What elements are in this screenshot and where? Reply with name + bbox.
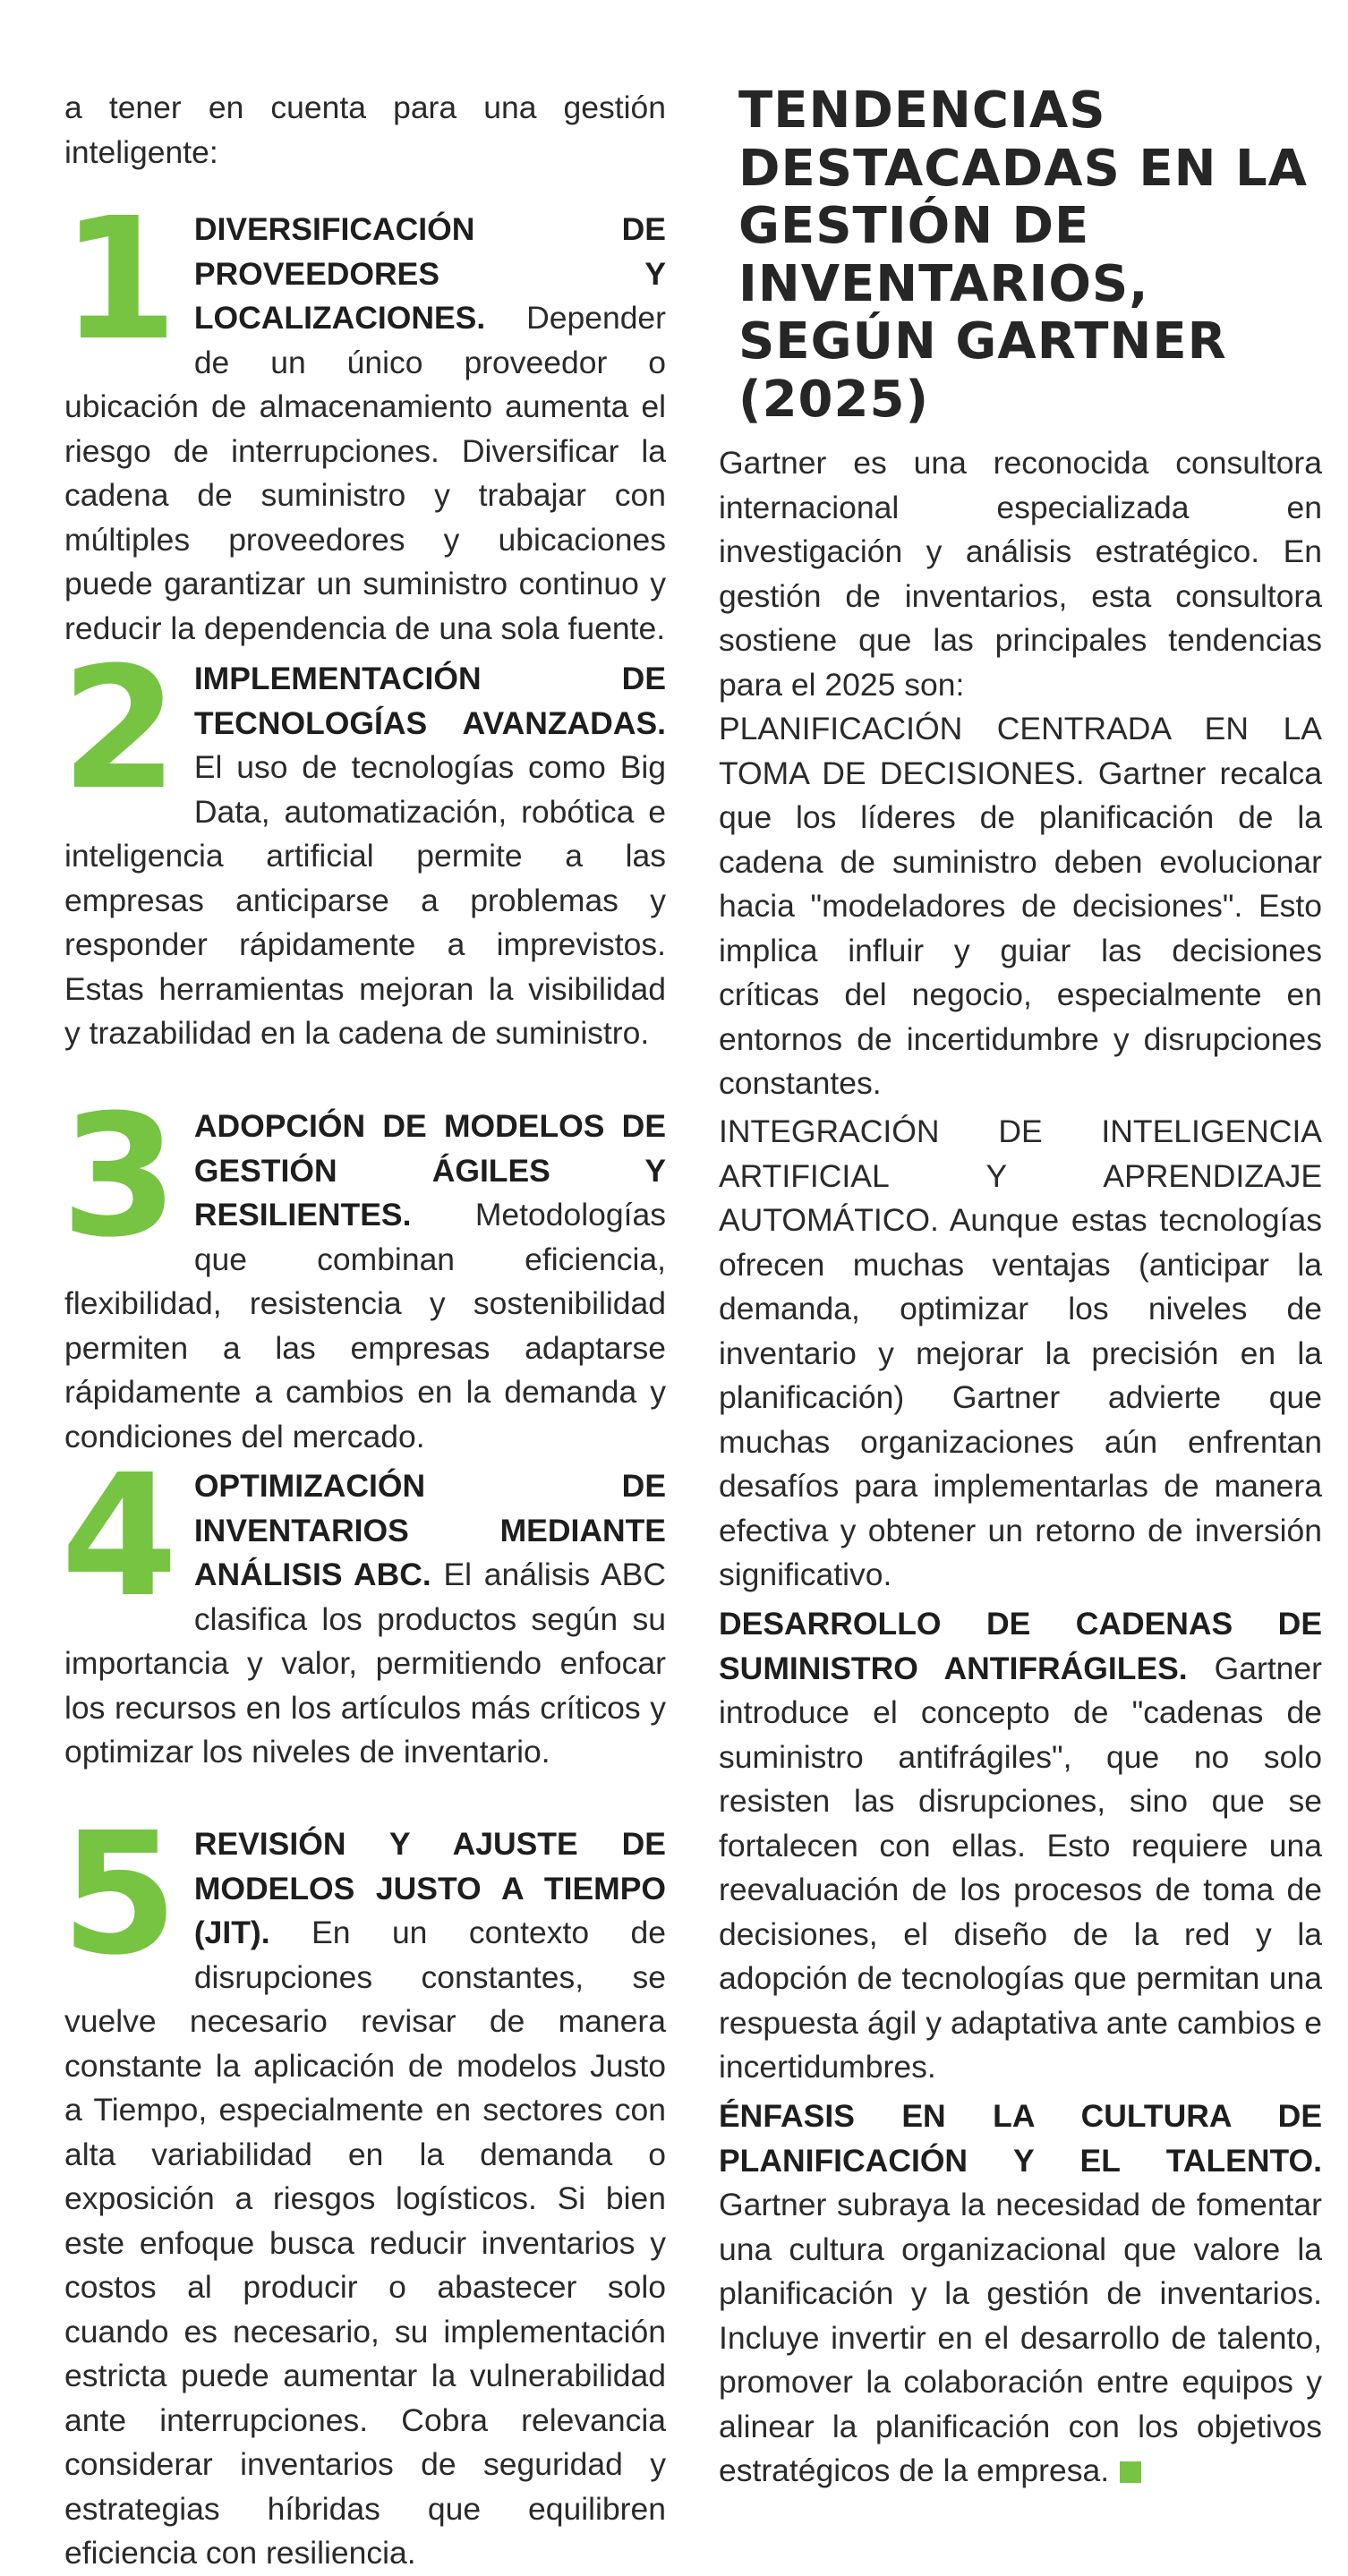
list-item [61, 1438, 666, 1775]
list-item [61, 1796, 666, 2576]
item-number: 3 [61, 1079, 178, 1275]
list-item [61, 631, 666, 1056]
trend-text [719, 2094, 1322, 2494]
trend-heading: INTEGRACIÓN DE INTELIGENCIA ARTIFICIAL Y APRENDIZAJE AUTOMÁTICO. [719, 1113, 1322, 1238]
item-body: Metodologías que combinan eficiencia, flexibilidad, resistencia y sostenibilidad permiten a las empresas adaptarse rápidamente a cambios en la demanda y condiciones del mercado. [64, 1197, 666, 1454]
item-body: Depender de un único proveedor o ubicación de almacenamiento aumenta el riesgo de interrupciones. Diversificar la cadena de suministro y trabajar con múltiples proveedores y ubicaciones puede garantizar un suministro continuo y reducir la dependencia de una sola fuente. [64, 300, 666, 646]
item-number: 1 [61, 182, 178, 378]
trend-body: Aunque estas tecnologías ofrecen muchas ventajas (anticipar la demanda, optimizar los niveles de inventario y mejorar la precisión en la planificación) Gartner advierte que muchas organizaciones aún enfrentan desafíos para implementarlas de manera efectiva y obtener un retorno de inversión significativo. [719, 1202, 1323, 1592]
item-heading: DIVERSIFICACIÓN DE PROVEEDORES Y LOCALIZACIONES. [193, 211, 666, 336]
trend-body: Gartner introduce el concepto de "cadenas de suministro antifrágiles", que no solo resisten las disrupciones, sino que se fortalecen con ellas. Esto requiere una reevaluación de los procesos de toma de decisiones, el diseño de la red y la adopción de tecnologías que permitan una respuesta ágil y adaptativa ante cambios e incertidumbres. [719, 1650, 1322, 2085]
item-heading: REVISIÓN Y AJUSTE DE MODELOS JUSTO A TIEMPO (JIT). [193, 1826, 666, 1950]
trend-heading: ÉNFASIS EN LA CULTURA DE PLANIFICACIÓN Y EL TALENTO. [719, 2098, 1322, 2179]
trend-block [719, 707, 1322, 1106]
end-square-icon [1120, 2461, 1141, 2483]
item-body: El análisis ABC clasifica los productos según su importancia y valor, permitiendo enfocar los recursos en los artículos más críticos y optimizar los niveles de inventario. [64, 1557, 666, 1770]
trend-text [719, 1602, 1322, 2090]
section-title: TENDENCIAS DESTACADAS EN LA GESTIÓN DE INVENTARIOS, SEGÚN GARTNER (2025) [738, 81, 1308, 429]
trend-text [719, 1110, 1322, 1598]
item-heading: OPTIMIZACIÓN DE INVENTARIOS MEDIANTE ANÁLISIS ABC. [193, 1468, 666, 1592]
trend-body: Gartner recalca que los líderes de planificación de la cadena de suministro deben evolucionar hacia "modeladores de decisiones". Esto implica influir y guiar las decisiones críticas del negocio, especialmente en entornos de incertidumbre y disrupciones constantes. [719, 755, 1322, 1101]
item-number: 5 [61, 1796, 178, 1992]
list-item [61, 1079, 666, 1459]
item-number: 2 [61, 631, 178, 827]
trend-heading: DESARROLLO DE CADENAS DE SUMINISTRO ANTIFRÁGILES. [719, 1606, 1322, 1686]
trend-body: Gartner subraya la necesidad de fomentar una cultura organizacional que valore la planificación y la gestión de inventarios. Incluye invertir en el desarrollo de talento, promover la colaboración entre equipos y alinear la planificación con los objetivos estratégicos de la empresa. [719, 2187, 1322, 2488]
item-heading: ADOPCIÓN DE MODELOS DE GESTIÓN ÁGILES Y RESILIENTES. [193, 1108, 666, 1233]
right-intro-paragraph: Gartner es una reconocida consultora internacional especializada en investigación y análisis estratégico. En gestión de inventarios, esta consultora sostiene que las principales tendencias para el 2025 son: [719, 445, 1322, 703]
trend-block [719, 2094, 1322, 2494]
trend-heading: PLANIFICACIÓN CENTRADA EN LA TOMA DE DECISIONES. [719, 711, 1322, 791]
intro-paragraph: a tener en cuenta para una gestión inteligente: [64, 90, 666, 170]
item-heading: IMPLEMENTACIÓN DE TECNOLOGÍAS AVANZADAS. [193, 661, 666, 741]
item-body: El uso de tecnologías como Big Data, automatización, robótica e inteligencia artificial permite a las empresas anticiparse a problemas y responder rápidamente a imprevistos. Estas herramientas mejoran la visibilidad y trazabilidad en la cadena de suministro. [64, 749, 666, 1051]
list-item [61, 182, 666, 651]
trend-block [719, 1602, 1322, 2090]
trend-text [719, 707, 1322, 1106]
trend-block [719, 1110, 1322, 1598]
item-number: 4 [61, 1438, 178, 1634]
item-body: En un contexto de disrupciones constantes, se vuelve necesario revisar de manera constante la aplicación de modelos Justo a Tiempo, especialmente en sectores con alta variabilidad en la demanda o exposición a riesgos logísticos. Si bien este enfoque busca reducir inventarios y costos al producir o abastecer solo cuando es necesario, su implementación estricta puede aumentar la vulnerabilidad ante interrupciones. Cobra relevancia considerar inventarios de seguridad y estrategias híbridas que equilibren eficiencia con resiliencia. [64, 1915, 666, 2571]
